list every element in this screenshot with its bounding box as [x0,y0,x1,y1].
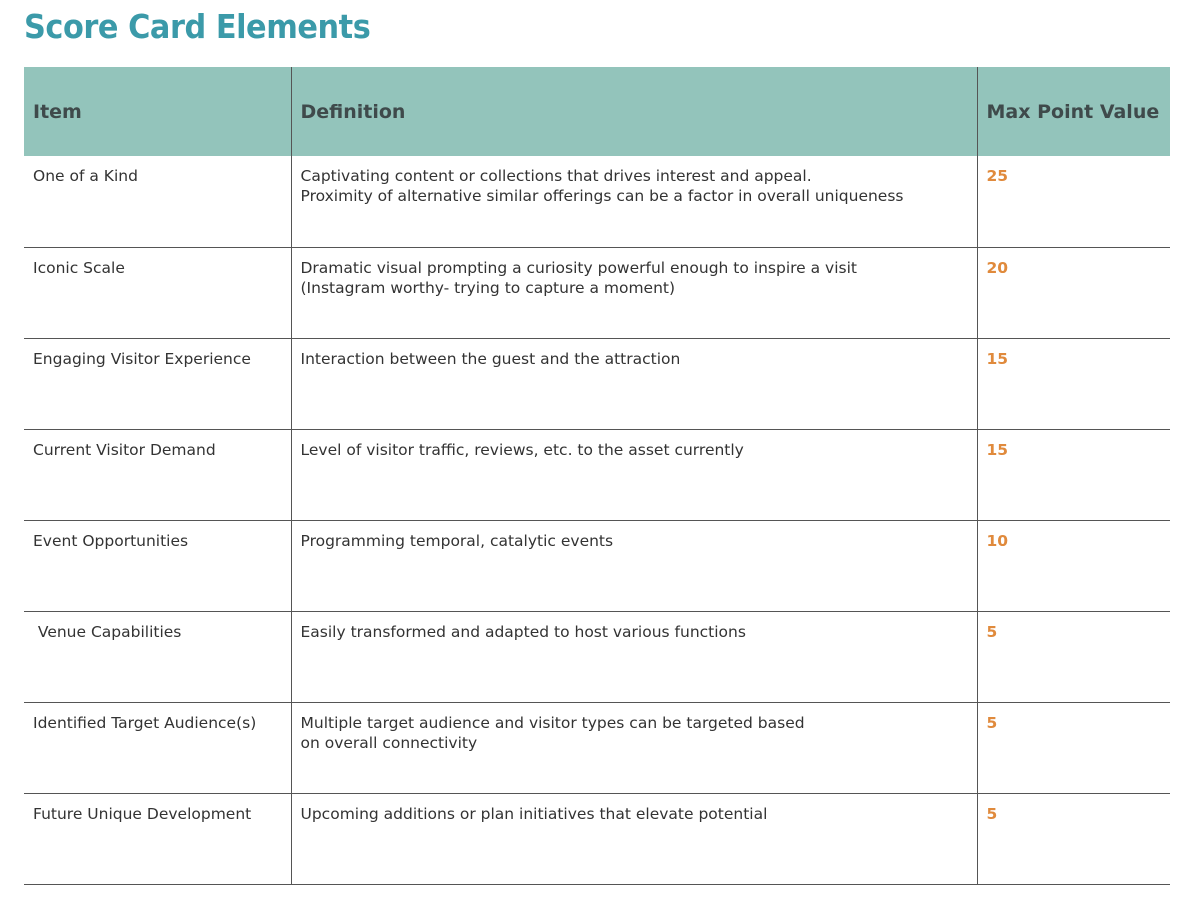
definition-line: Interaction between the guest and the attraction [300,349,681,368]
table-row [24,338,1170,429]
table-row [24,611,1170,702]
table-row [24,429,1170,520]
item-cell [24,338,291,429]
table-row [24,520,1170,611]
table-body [24,156,1170,884]
table-row [24,247,1170,338]
item-label: Engaging Visitor Experience [33,349,251,368]
definition-line: Captivating content or collections that drives interest and appeal. [300,167,812,185]
score-card-table [24,67,1170,885]
definition-cell [291,338,977,429]
table-row [24,793,1170,884]
item-cell [24,520,291,611]
column-header-definition: Definition [291,67,977,156]
definition-line: Dramatic visual prompting a curiosity powerful enough to inspire a visit [300,258,857,277]
table-header-row [24,67,1170,156]
item-cell [24,611,291,702]
definition-cell [291,793,977,884]
item-cell [24,793,291,884]
column-header-max-point-value: Max Point Value [977,67,1170,156]
definition-line: Programming temporal, catalytic events [300,531,614,550]
table-row [24,702,1170,793]
max-point-value: 15 [977,338,1170,429]
definition-line: Upcoming additions or plan initiatives that elevate potential [300,804,768,823]
max-point-value: 25 [977,156,1170,247]
max-point-value: 5 [977,611,1170,702]
max-point-value: 5 [977,702,1170,793]
definition-cell [291,156,977,247]
item-label: One of a Kind [33,167,138,185]
max-point-value: 10 [977,520,1170,611]
table-row [24,156,1170,247]
definition-line: Multiple target audience and visitor types can be targeted based [300,713,805,732]
column-header-item: Item [24,67,291,156]
definition-cell [291,520,977,611]
definition-line: (Instagram worthy- trying to capture a moment) [300,278,676,297]
definition-line: on overall connectivity [300,733,478,752]
max-point-value: 5 [977,793,1170,884]
item-cell [24,429,291,520]
item-cell [24,156,291,247]
item-cell [24,702,291,793]
item-label: Identified Target Audience(s) [33,713,257,732]
definition-cell [291,702,977,793]
page-title: Score Card Elements [24,7,371,46]
item-label: Event Opportunities [33,531,189,550]
definition-line: Level of visitor traffic, reviews, etc. to the asset currently [300,440,744,459]
definition-line: Easily transformed and adapted to host various functions [300,622,746,641]
item-label: Venue Capabilities [33,622,182,641]
definition-line: Proximity of alternative similar offerings can be a factor in overall uniqueness [300,187,904,205]
definition-cell [291,429,977,520]
definition-cell [291,611,977,702]
max-point-value: 15 [977,429,1170,520]
max-point-value: 20 [977,247,1170,338]
item-label: Iconic Scale [33,258,125,277]
item-label: Current Visitor Demand [33,440,216,459]
item-label: Future Unique Development [33,804,252,823]
item-cell [24,247,291,338]
definition-cell [291,247,977,338]
